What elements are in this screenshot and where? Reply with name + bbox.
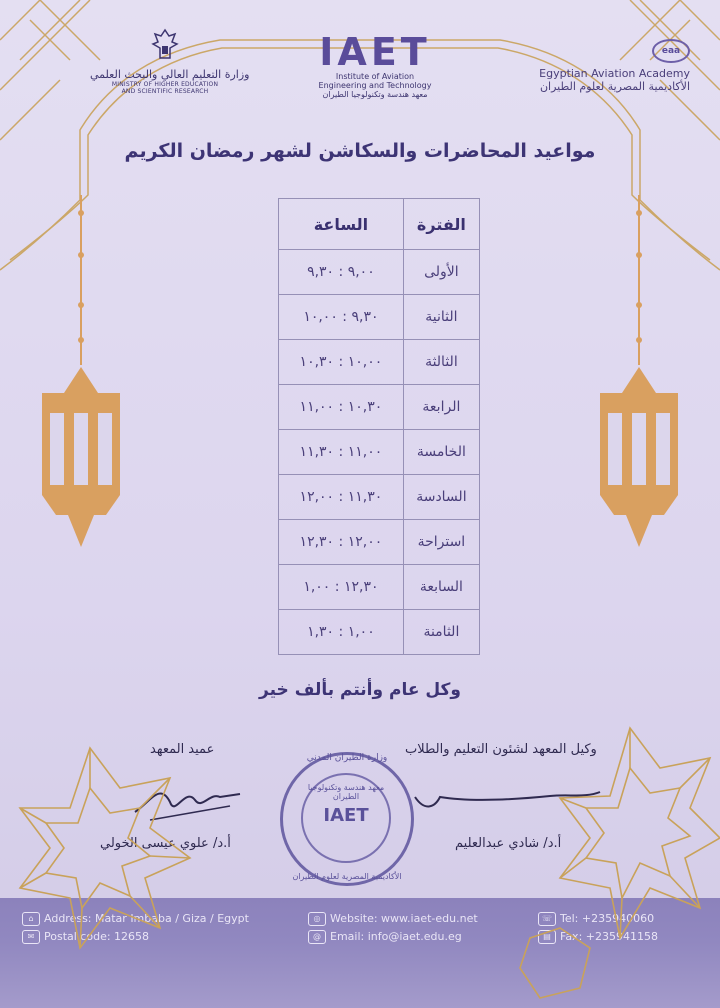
time-cell: ١١,٣٠ : ١٢,٠٠ xyxy=(279,475,404,520)
eaa-badge: eaa xyxy=(652,39,690,63)
vice-dean-title: وكيل المعهد لشئون التعليم والطلاب xyxy=(405,742,597,757)
ministry-logo-block xyxy=(90,28,250,95)
dean-name: أ.د/ علوي عيسى الخولي xyxy=(100,836,231,851)
iaet-logo: IAET xyxy=(319,30,431,74)
vice-dean-name: أ.د/ شادي عبدالعليم xyxy=(455,836,562,851)
academy-name-en: Egyptian Aviation Academy xyxy=(539,67,690,80)
ministry-name-ar: وزارة التعليم العالي والبحث العلمي xyxy=(90,68,250,81)
mail-icon: ✉ xyxy=(22,930,40,944)
period-cell: الرابعة xyxy=(403,385,479,430)
period-cell: السابعة xyxy=(403,565,479,610)
table-row xyxy=(279,250,480,295)
period-cell: الخامسة xyxy=(403,430,479,475)
gold-star-ornament-left xyxy=(0,728,220,1008)
website-text[interactable]: Website: www.iaet-edu.net xyxy=(330,912,478,925)
location-icon: ⌂ xyxy=(22,912,40,926)
page-title: مواعيد المحاضرات والسكاشن لشهر رمضان الكريم xyxy=(124,140,596,162)
table-row xyxy=(279,295,480,340)
table-row xyxy=(279,475,480,520)
time-cell: ٩,٠٠ : ٩,٣٠ xyxy=(279,250,404,295)
header-time: الساعة xyxy=(279,199,404,250)
time-cell: ١١,٠٠ : ١١,٣٠ xyxy=(279,430,404,475)
period-cell: الثامنة xyxy=(403,610,479,655)
letterhead xyxy=(90,18,690,118)
time-cell: ١٠,٠٠ : ١٠,٣٠ xyxy=(279,340,404,385)
tel-text: Tel: +235940060 xyxy=(560,912,655,925)
period-cell: الثالثة xyxy=(403,340,479,385)
iaet-name-ar: معهد هندسة وتكنولوجيا الطيران xyxy=(322,90,428,99)
fax-icon: ▤ xyxy=(538,930,556,944)
period-cell: السادسة xyxy=(403,475,479,520)
at-icon: @ xyxy=(308,930,326,944)
gold-star-ornament-right xyxy=(500,708,720,1008)
header-period: الفترة xyxy=(403,199,479,250)
stamp-top-text: وزارة الطيران المدني xyxy=(306,753,388,763)
globe-icon: ◎ xyxy=(308,912,326,926)
ministry-name-en: MINISTRY OF HIGHER EDUCATION xyxy=(111,81,219,88)
table-row xyxy=(279,340,480,385)
time-cell: ١,٠٠ : ١,٣٠ xyxy=(279,610,404,655)
table-row xyxy=(279,385,480,430)
ministry-name-en-2: AND SCIENTIFIC RESEARCH xyxy=(121,88,209,95)
stamp-inner-text: معهد هندسة وتكنولوجيا الطيران xyxy=(307,783,385,801)
academy-logo-block xyxy=(510,38,690,93)
table-row xyxy=(279,565,480,610)
footer-email[interactable] xyxy=(308,930,462,944)
table-row xyxy=(279,610,480,655)
table-row xyxy=(279,430,480,475)
stamp-logo: IAET xyxy=(323,805,369,826)
fax-text: Fax: +235941158 xyxy=(560,930,658,943)
academy-name-ar: الأكاديمية المصرية لعلوم الطيران xyxy=(539,80,690,93)
table-row xyxy=(279,520,480,565)
time-cell: ١٠,٣٠ : ١١,٠٠ xyxy=(279,385,404,430)
time-cell: ٩,٣٠ : ١٠,٠٠ xyxy=(279,295,404,340)
phone-icon: ☏ xyxy=(538,912,556,926)
period-cell: الأولى xyxy=(403,250,479,295)
table-header-row xyxy=(279,199,480,250)
time-cell: ١٢,٠٠ : ١٢,٣٠ xyxy=(279,520,404,565)
schedule-table xyxy=(278,198,480,655)
iaet-name-en-1: Institute of Aviation xyxy=(335,72,415,81)
address-text: Address: Matar Imbaba / Giza / Egypt xyxy=(44,912,249,925)
stamp-inner-ring xyxy=(301,773,391,863)
dean-title: عميد المعهد xyxy=(150,742,215,757)
stamp-bottom-text: الأكاديمية المصرية لعلوم الطيران xyxy=(292,872,402,881)
time-cell: ١٢,٣٠ : ١,٠٠ xyxy=(279,565,404,610)
eagle-emblem-icon xyxy=(151,28,179,62)
email-text[interactable]: Email: info@iaet.edu.eg xyxy=(330,930,462,943)
lantern-left-icon xyxy=(36,195,126,555)
institute-stamp xyxy=(280,752,414,886)
period-cell: الثانية xyxy=(403,295,479,340)
postal-text: Postal code: 12658 xyxy=(44,930,150,943)
greeting-text: وكل عام وأنتم بألف خير xyxy=(259,680,461,700)
iaet-name-en-2: Engineering and Technology xyxy=(318,81,432,90)
lantern-right-icon xyxy=(594,195,684,555)
period-cell: استراحة xyxy=(403,520,479,565)
iaet-logo-block xyxy=(280,32,470,99)
footer-website[interactable] xyxy=(308,912,478,926)
